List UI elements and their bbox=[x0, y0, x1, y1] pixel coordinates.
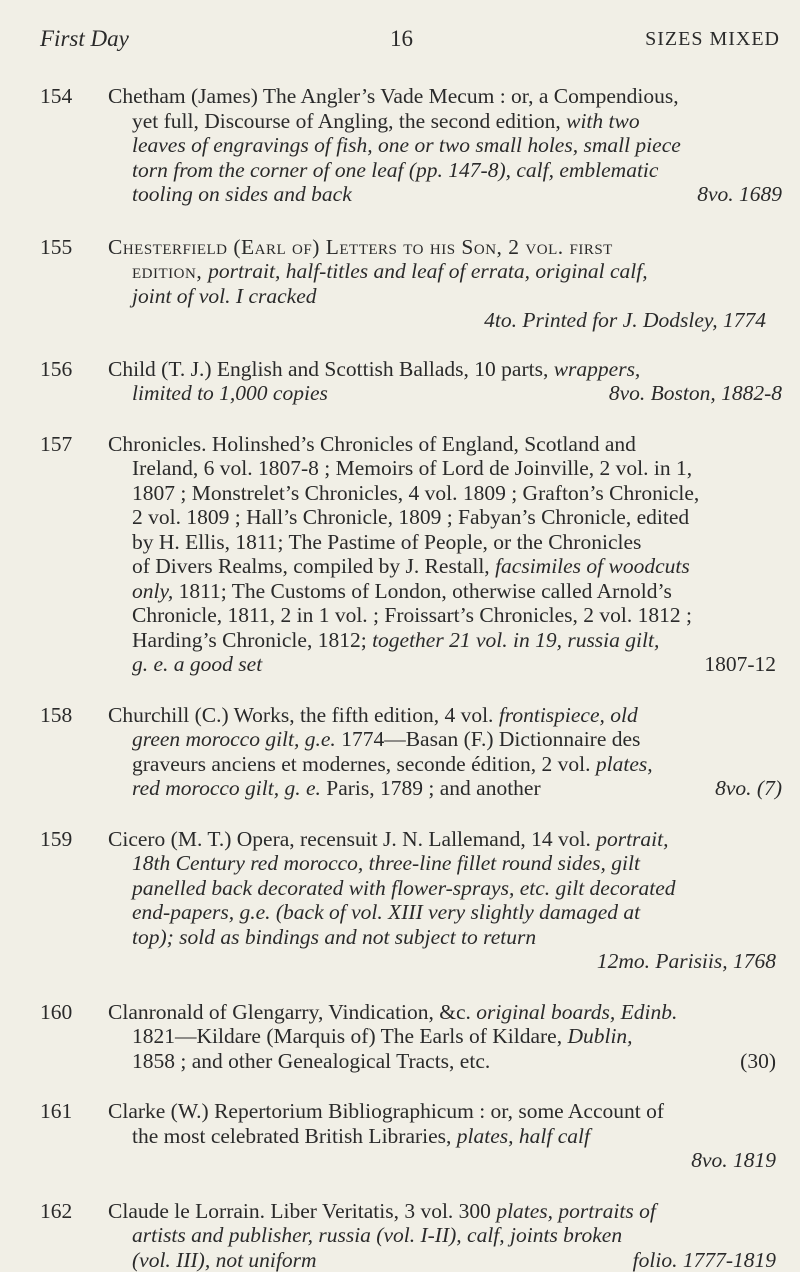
lot-line: 2 vol. 1809 ; Hall’s Chronicle, 1809 ; Fabyan’s Chronicle, edited bbox=[108, 505, 782, 530]
lot-line: graveurs anciens et modernes, seconde édition, 2 vol. plates, bbox=[108, 752, 782, 777]
lot-line: 1858 ; and other Genealogical Tracts, etc. (30) bbox=[108, 1049, 782, 1074]
page-number: 16 bbox=[390, 26, 413, 52]
lot-156 bbox=[40, 357, 782, 406]
header-section: SIZES MIXED bbox=[645, 28, 780, 51]
header-day: First Day bbox=[40, 26, 129, 52]
lot-161 bbox=[40, 1099, 782, 1173]
lot-format-date: 1807-12 bbox=[704, 652, 782, 677]
lot-number: 158 bbox=[40, 703, 92, 728]
lot-line: top); sold as bindings and not subject to return bbox=[108, 925, 782, 950]
lot-format-date: 8vo. 1819 bbox=[108, 1148, 782, 1173]
lot-line: Churchill (C.) Works, the fifth edition, 4 vol. frontispiece, old bbox=[108, 703, 782, 728]
lot-line: 18th Century red morocco, three-line fillet round sides, gilt bbox=[108, 851, 782, 876]
lot-format-date: 8vo. Boston, 1882-8 bbox=[609, 381, 782, 406]
lot-format-date: 8vo. 1689 bbox=[697, 182, 782, 207]
lot-line: by H. Ellis, 1811; The Pastime of People, or the Chronicles bbox=[108, 530, 782, 555]
lot-line: red morocco gilt, g. e. Paris, 1789 ; and another 8vo. (7) bbox=[108, 776, 782, 801]
lot-line: 1821—Kildare (Marquis of) The Earls of Kildare, Dublin, bbox=[108, 1024, 782, 1049]
lot-line: Chesterfield (Earl of) Letters to his Son, 2 vol. first bbox=[108, 235, 782, 260]
lot-number: 157 bbox=[40, 432, 92, 457]
lot-number: 159 bbox=[40, 827, 92, 852]
lot-number: 162 bbox=[40, 1199, 92, 1224]
lot-format-date: 4to. Printed for J. Dodsley, 1774 bbox=[108, 308, 782, 333]
lot-format-date: 8vo. (7) bbox=[715, 776, 782, 801]
lot-line: end-papers, g.e. (back of vol. XIII very slightly damaged at bbox=[108, 900, 782, 925]
lot-line: panelled back decorated with flower-sprays, etc. gilt decorated bbox=[108, 876, 782, 901]
lot-line: yet full, Discourse of Angling, the second edition, with two bbox=[108, 109, 782, 134]
lot-number: 161 bbox=[40, 1099, 92, 1124]
lot-line: edition, portrait, half-titles and leaf of errata, original calf, bbox=[108, 259, 782, 284]
lot-line: Harding’s Chronicle, 1812; together 21 vol. in 19, russia gilt, bbox=[108, 628, 782, 653]
lot-line: artists and publisher, russia (vol. I-II), calf, joints broken bbox=[108, 1223, 782, 1248]
lot-line: Ireland, 6 vol. 1807-8 ; Memoirs of Lord de Joinville, 2 vol. in 1, bbox=[108, 456, 782, 481]
lot-160 bbox=[40, 1000, 782, 1074]
lot-line: Chronicle, 1811, 2 in 1 vol. ; Froissart’s Chronicles, 2 vol. 1812 ; bbox=[108, 603, 782, 628]
lot-line: leaves of engravings of fish, one or two small holes, small piece bbox=[108, 133, 782, 158]
lot-format-date: folio. 1777-1819 bbox=[633, 1248, 782, 1272]
lot-line: of Divers Realms, compiled by J. Restall, facsimiles of woodcuts bbox=[108, 554, 782, 579]
lot-line: Clarke (W.) Repertorium Bibliographicum : or, some Account of bbox=[108, 1099, 782, 1124]
lot-159 bbox=[40, 827, 782, 974]
lot-number: 154 bbox=[40, 84, 92, 109]
lot-155 bbox=[40, 235, 782, 333]
lot-line: limited to 1,000 copies 8vo. Boston, 1882-8 bbox=[108, 381, 782, 406]
lot-line: Child (T. J.) English and Scottish Ballads, 10 parts, wrappers, bbox=[108, 357, 782, 382]
lot-line: Chronicles. Holinshed’s Chronicles of England, Scotland and bbox=[108, 432, 782, 457]
lot-154 bbox=[40, 84, 782, 207]
catalogue-entries bbox=[40, 84, 782, 1064]
lot-quantity: (30) bbox=[740, 1049, 782, 1074]
lot-line: torn from the corner of one leaf (pp. 147-8), calf, emblematic bbox=[108, 158, 782, 183]
lot-format-date: 12mo. Parisiis, 1768 bbox=[108, 949, 782, 974]
lot-number: 156 bbox=[40, 357, 92, 382]
lot-line: g. e. a good set 1807-12 bbox=[108, 652, 782, 677]
lot-162 bbox=[40, 1199, 782, 1272]
lot-line: green morocco gilt, g.e. 1774—Basan (F.) Dictionnaire des bbox=[108, 727, 782, 752]
lot-line: Clanronald of Glengarry, Vindication, &c. original boards, Edinb. bbox=[108, 1000, 782, 1025]
lot-line: 1807 ; Monstrelet’s Chronicles, 4 vol. 1809 ; Grafton’s Chronicle, bbox=[108, 481, 782, 506]
lot-line: joint of vol. I cracked bbox=[108, 284, 782, 309]
lot-line: Cicero (M. T.) Opera, recensuit J. N. Lallemand, 14 vol. portrait, bbox=[108, 827, 782, 852]
lot-number: 155 bbox=[40, 235, 92, 260]
lot-line: tooling on sides and back 8vo. 1689 bbox=[108, 182, 782, 207]
lot-157 bbox=[40, 432, 782, 677]
page-header bbox=[40, 14, 780, 58]
lot-line: Claude le Lorrain. Liber Veritatis, 3 vol. 300 plates, portraits of bbox=[108, 1199, 782, 1224]
lot-158 bbox=[40, 703, 782, 801]
lot-number: 160 bbox=[40, 1000, 92, 1025]
lot-line: the most celebrated British Libraries, plates, half calf bbox=[108, 1124, 782, 1149]
lot-line: (vol. III), not uniform folio. 1777-1819 bbox=[108, 1248, 782, 1272]
lot-line: Chetham (James) The Angler’s Vade Mecum : or, a Compendious, bbox=[108, 84, 782, 109]
lot-line: only, 1811; The Customs of London, otherwise called Arnold’s bbox=[108, 579, 782, 604]
